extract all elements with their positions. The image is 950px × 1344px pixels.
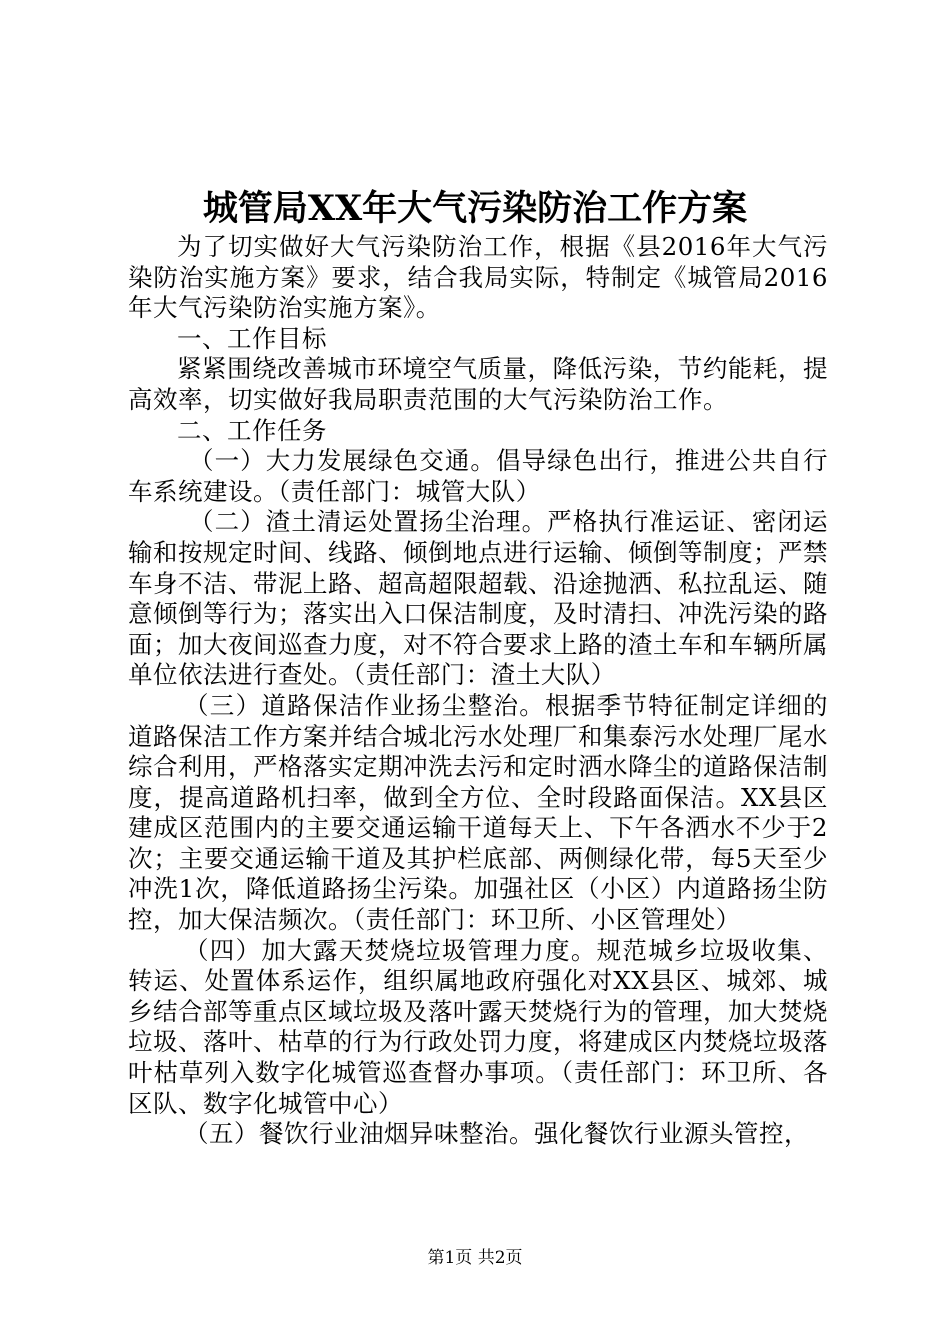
task-paragraph-2: （二）渣土清运处置扬尘治理。严格执行准运证、密闭运输和按规定时间、线路、倾倒地点进行运输、倾倒等制度；严禁车身不洁、带泥上路、超高超限超载、沿途抛洒、私拉乱运、随意倾倒等行为；落实出入口保洁制度，及时清扫、冲洗污染的路面；加大夜间巡查力度，对不符合要求上路的渣土车和车辆所属单位依法进行查处。（责任部门：渣土大队）: [128, 507, 828, 690]
document-title: 城管局XX年大气污染防治工作方案: [202, 188, 748, 229]
section-heading-goals: 一、工作目标: [177, 323, 327, 353]
document-body: [128, 232, 828, 1150]
task-paragraph-3: （三）道路保洁作业扬尘整治。根据季节特征制定详细的道路保洁工作方案并结合城北污水处理厂和集泰污水处理厂尾水综合利用，严格落实定期冲洗去污和定时洒水降尘的道路保洁制度，提高道路机扫率，做到全方位、全时段路面保洁。XX县区建成区范围内的主要交通运输干道每天上、下午各洒水不少于2次；主要交通运输干道及其护栏底部、两侧绿化带，每5天至少冲洗1次，降低道路扬尘污染。加强社区（小区）内道路扬尘防控，加大保洁频次。（责任部门：环卫所、小区管理处）: [128, 690, 828, 935]
goals-paragraph: 紧紧围绕改善城市环境空气质量，降低污染，节约能耗，提高效率，切实做好我局职责范围的大气污染防治工作。: [128, 354, 828, 414]
page-number-footer: 第1页 共2页: [427, 1248, 523, 1268]
task-paragraph-1: （一）大力发展绿色交通。倡导绿色出行，推进公共自行车系统建设。（责任部门：城管大队）: [128, 446, 828, 506]
intro-paragraph: 为了切实做好大气污染防治工作，根据《县2016年大气污染防治实施方案》要求，结合我局实际，特制定《城管局2016年大气污染防治实施方案》。: [128, 232, 828, 323]
section-heading-tasks: 二、工作任务: [177, 415, 327, 445]
task-paragraph-5: （五）餐饮行业油烟异味整治。强化餐饮行业源头管控，: [184, 1119, 809, 1149]
task-paragraph-4: （四）加大露天焚烧垃圾管理力度。规范城乡垃圾收集、转运、处置体系运作，组织属地政府强化对XX县区、城郊、城乡结合部等重点区域垃圾及落叶露天焚烧行为的管理，加大焚烧垃圾、落叶、枯草的行为行政处罚力度，将建成区内焚烧垃圾落叶枯草列入数字化城管巡查督办事项。（责任部门：环卫所、各区队、数字化城管中心）: [128, 935, 828, 1118]
